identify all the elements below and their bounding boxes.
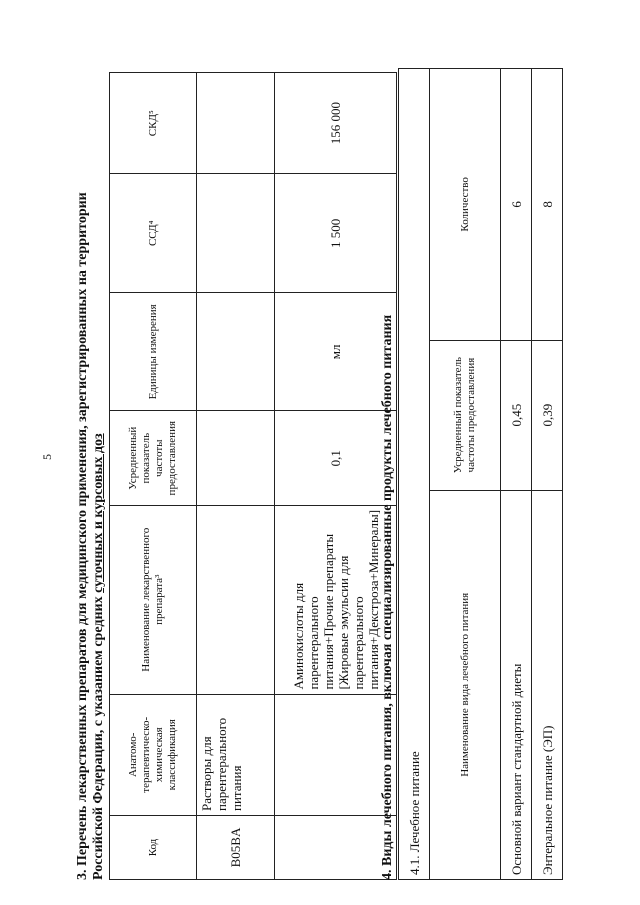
cell-unit <box>197 293 275 411</box>
cell-nutrition-qty: 8 <box>532 69 563 341</box>
header-unit: Единицы измерения <box>110 293 197 411</box>
header-freq: Усредненный показатель частоты предоставления <box>110 411 197 506</box>
subsection-title: 4.1. Лечебное питание <box>399 69 430 880</box>
section-4 <box>380 50 563 880</box>
cell-code <box>275 816 397 880</box>
cell-ssd <box>197 174 275 293</box>
cell-skd <box>197 73 275 174</box>
cell-ssd: 1 500 <box>275 174 397 293</box>
cell-nutrition-freq: 0,45 <box>501 340 532 490</box>
header-nutrition-qty: Количество <box>430 69 501 341</box>
cell-freq: 0,1 <box>275 411 397 506</box>
cell-freq <box>197 411 275 506</box>
cell-name: Аминокислоты для парентерального питания+Прочие препараты [Жировые эмульсии для парентерального питания+Декстроза+Минералы] <box>275 505 397 694</box>
section-3-title-underlined: суточных и курсовых доз <box>91 433 106 593</box>
header-nutrition-name: Наименование вида лечебного питания <box>430 490 501 879</box>
header-skd: СКД⁵ <box>110 73 197 174</box>
nutrition-table <box>398 68 563 880</box>
table-row <box>197 73 275 880</box>
table-row <box>501 69 532 880</box>
table-row <box>532 69 563 880</box>
header-name: Наименование лекарственного препарата³ <box>110 505 197 694</box>
section-4-title: 4. Виды лечебного питания, включая специализированные продукты лечебного питания <box>380 314 395 880</box>
table-row <box>275 73 397 880</box>
header-ssd: ССД⁴ <box>110 174 197 293</box>
drugs-table <box>109 72 397 880</box>
nutrition-subsection-row <box>399 69 430 880</box>
rotated-document <box>75 50 555 880</box>
header-atc: Анатомо-терапевтическо-химическая классификация <box>110 694 197 815</box>
cell-nutrition-freq: 0,39 <box>532 340 563 490</box>
nutrition-table-header <box>430 69 501 880</box>
cell-name <box>197 505 275 694</box>
cell-nutrition-name: Энтеральное питание (ЭП) <box>532 490 563 879</box>
cell-code: B05BA <box>197 816 275 880</box>
header-nutrition-freq: Усредненный показатель частоты предоставления <box>430 340 501 490</box>
section-3-title-line2: Российской Федерации, с указанием средних <box>91 592 106 880</box>
section-3-title <box>75 50 107 880</box>
cell-skd: 156 000 <box>275 73 397 174</box>
section-3 <box>75 50 397 880</box>
drugs-table-header <box>110 73 197 880</box>
cell-atc: Растворы для парентерального питания <box>197 694 275 815</box>
page-number: 5 <box>40 454 54 460</box>
cell-unit: мл <box>275 293 397 411</box>
header-code: Код <box>110 816 197 880</box>
cell-nutrition-qty: 6 <box>501 69 532 341</box>
cell-atc <box>275 694 397 815</box>
section-3-title-line1: 3. Перечень лекарственных препаратов для медицинского применения, зарегистрированных на территории <box>75 192 90 880</box>
cell-nutrition-name: Основной вариант стандартной диеты <box>501 490 532 879</box>
